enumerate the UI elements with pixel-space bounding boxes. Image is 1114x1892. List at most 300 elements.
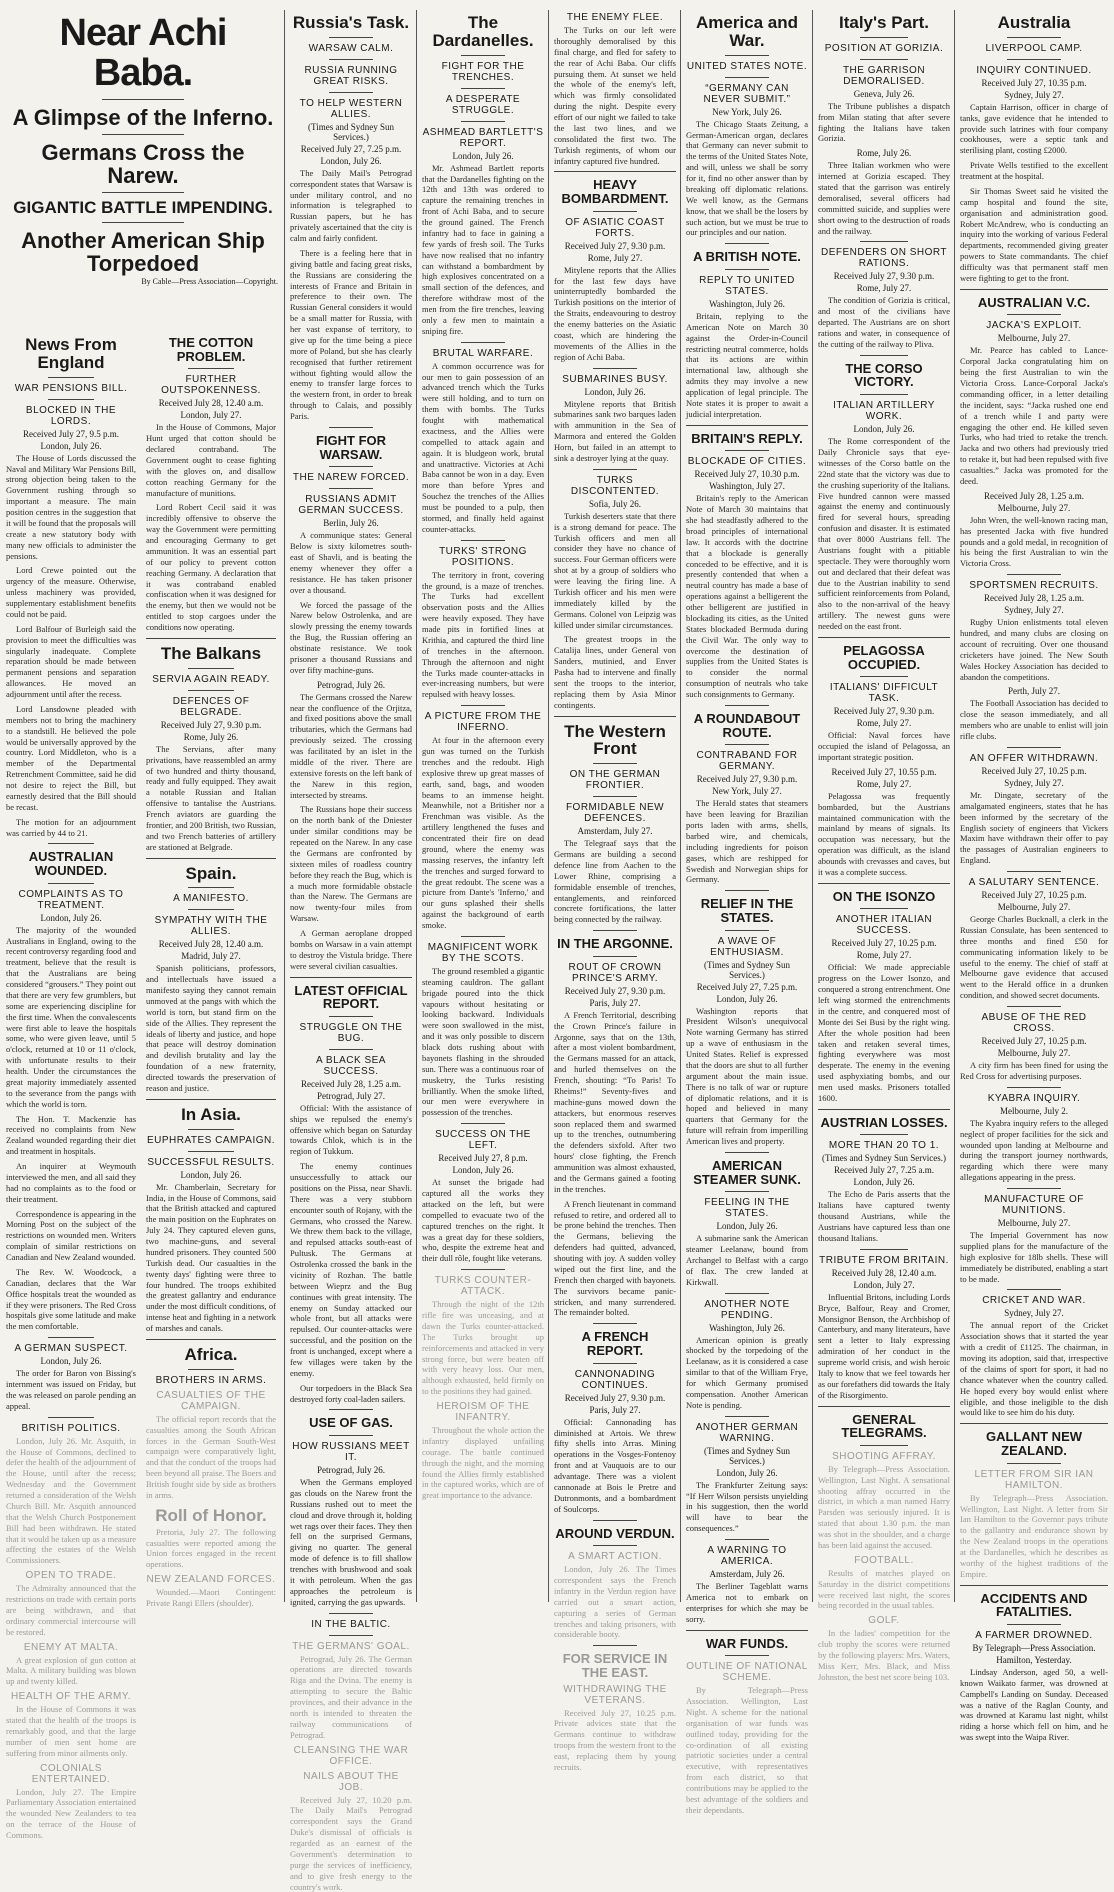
subheading: UNITED STATES NOTE. <box>686 60 808 72</box>
divider <box>329 1016 373 1017</box>
divider <box>461 1123 505 1124</box>
dateline: Received July 27, 9.30 p.m. <box>564 1392 666 1403</box>
subheading: A WAVE OF ENTHUSIASM. <box>710 935 784 958</box>
subheading: RUSSIA RUNNING GREAT RISKS. <box>304 64 398 87</box>
article-paragraph: A city firm has been fined for using the Red Cross for advertising purposes. <box>960 1060 1108 1081</box>
dateline: Received July 27, 9.30 p.m. <box>696 774 798 785</box>
headline: THE COTTON PROBLEM. <box>168 335 254 364</box>
subheading: TRIBUTE FROM BRITAIN. <box>819 1254 949 1266</box>
divider <box>102 99 184 100</box>
headline: AUSTRALIAN WOUNDED. <box>28 849 114 879</box>
dateline: Madrid, July 27. <box>181 951 241 962</box>
subheading: A GERMAN SUSPECT. <box>14 1343 128 1355</box>
column-3 <box>146 330 276 1608</box>
dateline: Received July 27, 9.30 p.m. <box>564 985 666 996</box>
dateline: Rome, July 26. <box>183 731 239 742</box>
divider <box>860 241 908 242</box>
service-credit: (Times and Sydney Sun Services.) <box>704 959 790 980</box>
column-rule <box>954 10 955 1602</box>
subheading: COMPLAINTS AS TO TREATMENT. <box>18 888 124 911</box>
service-credit: (Times and Sydney Sun Services.) <box>308 121 394 142</box>
headline: Africa. <box>184 1344 238 1364</box>
divider <box>1007 574 1060 575</box>
subheading: NAILS ABOUT THE JOB. <box>303 1770 399 1793</box>
article-paragraph: The Hon. T. Mackenzie has received no complaints from New Zealand wounded regarding their diet and treatment in hospitals. <box>6 1113 136 1157</box>
article-paragraph: Britain, replying to the American Note on March 30 against the Order-in-Council restricting neutral commerce, holds that its actions are within international law, although she admits they may involve a new application of legal principle. The Note states it is proper to await a judicial interpretation. <box>686 310 808 419</box>
divider <box>290 977 412 978</box>
dateline: Received July 27, 7.25 p.m. <box>300 143 402 154</box>
column-rule <box>284 10 285 1602</box>
subheading: REPLY TO UNITED STATES. <box>699 274 795 297</box>
article-paragraph: A communique states: General Below is sixty kilometres south-east of Shavli, and is beating the enemy whenever they offer a resistance. He has taken prisoner over a thousand. <box>290 530 412 595</box>
headline: ACCIDENTS AND FATALITIES. <box>980 1590 1088 1620</box>
article-paragraph: Official: Cannonading has diminished at Artois. We threw fifty shells into Arras. Mining operations in the Vosges-Fontenoy front and at Vauquois are to our advantage. There was a violent cannonade at Bois le Pretre and Dutronmonts, and a bombardment of Soulcorps. <box>554 1416 676 1514</box>
divider <box>146 858 276 859</box>
dateline: Received July 27, 7.25 a.m. <box>834 1165 934 1176</box>
headline: Spain. <box>185 863 237 883</box>
article-paragraph: The Frankfurter Zeitung says: “If Herr Wilson persists unyielding in his suggestion, then the world will have to bear the consequences.” <box>686 1479 808 1534</box>
article-paragraph: The majority of the wounded Australians in England, owing to the recent controversy regarding food and treatment, believe that the result is that the Australians are being considered “grousers.” They point out that there are very few grumblers, but some are experiencing discipline for the first time. When the convalescents were first able to leave the hospitals some, who were given leave, until 5 o'clock, returned at 10 or 11 o'clock, with unfortunate results to their health. Under the circumstances the great majority immediately assented to the severance from the pangs with which the world is torn. <box>6 924 136 1109</box>
subheading: BLOCKADE OF CITIES. <box>687 456 807 468</box>
dateline: Received July 27, 9.30 p.m. <box>564 240 666 251</box>
dateline: Berlin, July 26. <box>323 518 379 529</box>
divider <box>593 763 637 764</box>
subheading: ENEMY AT MALTA. <box>23 1641 119 1653</box>
dateline: London, July 26. <box>853 424 915 435</box>
divider <box>725 1293 769 1294</box>
divider <box>725 890 769 891</box>
subheading: A SALUTARY SENTENCE. <box>968 877 1100 889</box>
divider <box>725 77 769 78</box>
article-paragraph: The Herald states that steamers have been leaving for Brazilian ports laden with arms, shells, barbed wire, and chemicals, including ingredients for poison gases, which are reshipped for Swedish and Norwegian ships for Germany. <box>686 798 808 885</box>
divider <box>593 796 637 797</box>
subheading: ROUT OF CROWN PRINCE'S ARMY. <box>568 961 662 984</box>
article-paragraph: George Charles Bucknall, a clerk in the Russian Consulate, has been sentenced to three months and fined £50 for communicating information likely to be useful to the enemy. The chief of staff at Melbourne gave evidence that accused went to the Herald office in a drunken condition, and showed secret documents. <box>960 914 1108 1001</box>
divider <box>329 59 373 60</box>
divider <box>725 55 769 56</box>
subheading: A MANIFESTO. <box>173 893 249 905</box>
headline: FOR SERVICE IN THE EAST. <box>562 1651 668 1680</box>
subheading: CLEANSING THE WAR OFFICE. <box>293 1744 409 1767</box>
subheading: LETTER FROM SIR IAN HAMILTON. <box>974 1468 1094 1491</box>
divider <box>329 1613 373 1614</box>
dateline: Received July 27, 9.5 p.m. <box>23 428 119 439</box>
article-paragraph: The Rev. W. Woodcock, a Canadian, declares that the War Office hospitals treat the wounded as if they were prisoners. The Red Cross hospitals give some latitude and make the men comfortable. <box>6 1266 136 1332</box>
subheading: SUBMARINES BUSY. <box>562 373 668 385</box>
dateline: London, July 26. <box>40 1356 102 1367</box>
divider <box>188 887 235 888</box>
article-paragraph: Mitylene reports that British submarines sank two barques laden with ammunition in the Sea of Marmora and entered the Golden Horn, but failed in an attempt to sink a destroyer lying at the quay. <box>554 398 676 463</box>
article-paragraph: Pelagossa was frequently bombarded, but the Austrians maintained communication with the mainland by means of signals. Its occupation was necessary, but the operation was difficult, as the island abounds with crevasses and caves, but it was a complete success. <box>818 790 950 877</box>
dateline: Rome, July 27. <box>587 252 643 263</box>
divider <box>1007 314 1060 315</box>
subheading: BRUTAL WARFARE. <box>432 347 534 359</box>
dateline: Sydney, July 27. <box>1004 605 1064 616</box>
dateline: Received July 27, 8 p.m. <box>438 1153 528 1164</box>
subheading: FORMIDABLE NEW DEFENCES. <box>565 802 665 825</box>
subheading: INQUIRY CONTINUED. <box>976 64 1092 76</box>
divider <box>188 668 235 669</box>
article-paragraph: Lord Crewe pointed out the urgency of the measure. Otherwise, unless machinery was provided, supplementary establishment benefits could not be paid. <box>6 565 136 619</box>
article-paragraph: Our torpedoers in the Black Sea destroyed forty coal-laden sailers. <box>290 1382 412 1404</box>
dateline: Rome, July 27. <box>856 778 912 789</box>
article-paragraph: The Echo de Paris asserts that the Italians have captured twenty thousand Austrians, while the Austrians have captured less than one thousand Italians. <box>818 1189 950 1243</box>
headline: A ROUNDABOUT ROUTE. <box>693 710 801 740</box>
dateline: London, July 26. <box>716 1467 778 1478</box>
article-paragraph: At four in the afternoon every gun was turned on the Turkish trenches and the redoubt. High explosive threw up great masses of earth, sand, bags, and wooden beams to an immense height. Meanwhile, not a Britisher nor a Frenchman was visible. As the artillery lengthened the fuses and concentrated their fire on dead ground, where the enemy was massing reserves, the infantry left the trenches and surged forward to the great redoubt. The scene was a picture from Dante's 'Inferno,' and our guns splashed their shells against the background of earth smoke. <box>422 735 544 931</box>
divider <box>593 1645 637 1646</box>
dateline: Received July 27, 9.30 p.m. <box>833 271 935 282</box>
divider <box>329 1435 373 1436</box>
article-paragraph: Three Italian workmen who were interned at Gorizia escaped. They stated that the garrison was entirely demoralised, several officers had committed suicide, and supplies were short owing to the destruction of roads and the railway. <box>818 160 950 236</box>
article-paragraph: Lord Robert Cecil said it was incredibly offensive to observe the way the Government were permitting and encouraging Germany to get ammunition. It was an essential part of our policy to prevent cotton reaching Germany. A declaration that it was contraband enabled confiscation when it was designed for the enemy, but then we would not be entitled to stop cargoes under the conditions now operating. <box>146 502 276 633</box>
subheading: TURKS DISCONTENTED. <box>570 474 660 497</box>
headline: Germans Cross the Narew. <box>41 139 245 188</box>
column-rule <box>680 10 681 1602</box>
article-paragraph: By Telegraph—Press Association. Wellington, Last Night. A letter from Sir Ian Hamilton to the Governor pays tribute to the gallantry and endurance shown by the New Zealand troops in the operations at the Dardanelles, which he describes as worthy of the highest traditions of the Empire. <box>960 1492 1108 1579</box>
subheading: OPEN TO TRADE. <box>25 1570 117 1582</box>
article-paragraph: Received July 27, 10.25 p.m. Private advices state that the Germans continue to withdraw troops from the western front to the east, replacing them by young recruits. <box>554 1707 676 1772</box>
article-paragraph: The Football Association has decided to close the season immediately, and all members who are unable to enlist will join rifle clubs. <box>960 698 1108 742</box>
divider <box>102 192 184 193</box>
divider <box>329 427 373 428</box>
article-paragraph: A common occurrence was for our men to gain possession of an advanced trench which the Turks were still holding, and to turn on them with bombs. The Turks fought with mathematical exactness, and the Allies were compelled to attack again and again. It is bludgeon work, brutal and unattractive. Victories at Achi Baba cannot be won in a day. Even more than before Ypres and Souchez the trenches of the Allies must be pounded to a pulp, then stormed, and finally held against counter-attacks. <box>422 360 544 534</box>
dateline: Sydney, July 27. <box>1004 1308 1064 1319</box>
dateline: Melbourne, July 27. <box>997 902 1071 913</box>
dateline: London, July 26. <box>716 993 778 1004</box>
article-paragraph: Lord Lansdowne pleaded with members not to bring the machinery to a standstill. He believed the pole would be universally approved by the country. Lord Middleton, who is a member of the Departmental Retrenchment Committee, said he did not desire to reject the Bill, but earnestly desired that the Bill should be recast. <box>6 703 136 812</box>
subheading: OF ASIATIC COAST FORTS. <box>565 216 665 239</box>
subheading: OUTLINE OF NATIONAL SCHEME. <box>686 1661 808 1684</box>
divider <box>102 222 184 223</box>
dateline: London, July 26. <box>853 1177 915 1188</box>
dateline: Amsterdam, July 27. <box>577 826 653 837</box>
divider <box>48 883 95 884</box>
headline: Another American Ship Torpedoed <box>21 227 265 276</box>
article-paragraph: The order for Baron von Bissing's internment was issued on Friday, but the was released on parole pending an appeal. <box>6 1368 136 1411</box>
divider <box>461 121 505 122</box>
dateline: Melbourne, July 27. <box>997 502 1071 513</box>
dateline: Melbourne, July 27. <box>997 1048 1071 1059</box>
dateline: Received July 27, 10.25 p.m. <box>981 890 1087 901</box>
divider <box>860 37 908 38</box>
headline: Roll of Honor. <box>155 1505 267 1525</box>
divider <box>725 243 769 244</box>
divider <box>329 488 373 489</box>
divider <box>818 637 950 638</box>
divider <box>593 211 637 212</box>
divider <box>860 908 908 909</box>
dateline: London, July 26. <box>584 386 646 397</box>
headline: USE OF GAS. <box>309 1415 393 1431</box>
dateline: Melbourne, July 2. <box>1000 1105 1068 1116</box>
divider <box>1007 1289 1060 1290</box>
article-paragraph: When the Germans employed gas clouds on the Narew front the Russians rushed out to meet the cloud and drove through it, holding wet rags over their faces. They then fell on the surprised Germans, giving no quarter. The general mode of defence is to fill shallow trenches with brushwood and soak it with petroleum. When the gas approaches the petroleum is ignited, carrying the gas upwards. <box>290 1477 412 1607</box>
article-paragraph: Lord Balfour of Burleigh said the provision to meet the difficulties was singularly inadequate. Complete reparation should be made between permanent pensions and separation allowances. He moved an adjournment until after the recess. <box>6 623 136 700</box>
divider <box>860 355 908 356</box>
divider <box>686 425 808 426</box>
divider <box>960 1585 1108 1586</box>
column-rule <box>548 10 549 1602</box>
subheading: A PICTURE FROM THE INFERNO. <box>424 711 542 734</box>
divider <box>818 1406 950 1407</box>
dateline: Received July 27, 10.25 p.m. <box>981 765 1087 776</box>
headline: FIGHT FOR WARSAW. <box>315 432 387 462</box>
subheading: FOOTBALL. <box>854 1554 914 1566</box>
dateline: Received July 27, 10.25 p.m. <box>981 1036 1087 1047</box>
subheading: ASHMEAD BARTLETT'S REPORT. <box>422 126 544 149</box>
article-paragraph: In the House of Commons it was stated that the health of the troops is remarkably good, and that the large number of men sent home are suffering from minor ailments only. <box>6 1704 136 1758</box>
headline: GIGANTIC BATTLE IMPENDING. <box>13 198 273 218</box>
article-paragraph: The Servians, after many privations, have reassembled an army of two hundred and thirty thousand, ready and fully equipped. They await a notable Russian and Italian offensive to tantalise the Austrians. French aviators are guarding the frontier, and 200 British, two Russian, and two French batteries of artillery are stationed at Belgrade. <box>146 743 276 852</box>
headline: ON THE ISONZO <box>832 888 936 904</box>
article-paragraph: Lindsay Anderson, aged 50, a well-known Waikato farmer, was drowned at Campbell's Landing on Sunday. Deceased was a native of the Raglan County, and was drowned at Karamu last night, whilst riding a horse which fell on him, and he was swept into the Waipa River. <box>960 1666 1108 1743</box>
subheading: SUCCESS ON THE LEFT. <box>435 1129 531 1152</box>
column-2 <box>6 330 136 1841</box>
dateline: Petrograd, July 27. <box>317 1090 385 1101</box>
article-paragraph: The Admiralty announced that the restrictions on trade with certain ports are being withdrawn, and that ordinary commercial intercourse will be restored. <box>6 1583 136 1637</box>
column-7 <box>686 8 808 1815</box>
article-paragraph: An inquirer at Weymouth interviewed the men, and all said they had no complaints as to the food or their treatment. <box>6 1161 136 1204</box>
dateline: London, July 26. <box>40 440 102 451</box>
subheading: A SMART ACTION. <box>568 1551 662 1563</box>
dateline: Sydney, July 27. <box>1004 89 1064 100</box>
article-paragraph: The Kyabra inquiry refers to the alleged neglect of proper facilities for the sick and wounded upon landing at Melbourne and during the transport journey northwards, regarding which there were many allegations appearing in the press. <box>960 1117 1108 1183</box>
subheading: ANOTHER ITALIAN SUCCESS. <box>835 914 933 937</box>
divider <box>686 1630 808 1631</box>
divider <box>593 469 637 470</box>
article-paragraph: By Telegraph—Press Association. Wellington, Last Night. A scheme for the national organisation of war funds was outlined today, providing for the co-ordination of all existing patriotic societies under a central executive, with representatives from each district, so that contributions may be applied to the best advantage of the soldiers and their dependants. <box>686 1685 808 1815</box>
dateline: Rome, July 26. <box>856 148 912 159</box>
dateline: London, July 26. <box>452 150 514 161</box>
column-rule <box>812 10 813 1602</box>
dateline: Sydney, July 27. <box>1004 777 1064 788</box>
dateline: Received July 27, 9.30 p.m. <box>160 719 262 730</box>
article-paragraph: The enemy continues unsuccessfully to attack our positions on the Pissa, near Shavli. There was a very stubborn encounter south of Rojany, with the Germans, who crossed the Narew. We threw them back to the village, and repulsed attacks south-east of Pultusk. The Germans at Ostrolenka crossed the bank in the vicinity of Rozhan. The battle between Wieprz and the Bug continues with great intensity. The enemy on Sunday attacked our whole front, but all attacks were repulsed. Our counter-attacks were successful, and the position on the front is unchanged, except where a few villages were taken by the enemy. <box>290 1161 412 1378</box>
divider <box>1007 1006 1060 1007</box>
article-paragraph: A French Territorial, describing the Crown Prince's failure in Argonne, says that on the 13th, after a most violent bombardment, the Germans massed for an attack, and hurled themselves on the French, shouting: “To Paris! To Rheims!” Seventy-fives and machine-guns mowed down the attackers, but enormous reserves soon replaced them and swarmed up to the trenches, outnumbering the defenders sixfold. After two hours' close fighting, the French ammunition was almost exhausted, and the Germans gained a footing in the trenches. <box>554 1009 676 1194</box>
article-paragraph: Private Wells testified to the excellent treatment at the hospital. <box>960 160 1108 182</box>
subheading: THE ENEMY FLEE. <box>566 12 664 23</box>
divider <box>48 1337 95 1338</box>
dateline: Hamilton, Yesterday. <box>996 1654 1072 1665</box>
divider <box>593 956 637 957</box>
divider <box>593 368 637 369</box>
subheading: ITALIANS' DIFFICULT TASK. <box>829 682 939 705</box>
article-paragraph: By Telegraph—Press Association. Wellington, Last Night. A sensational shooting affray occurred in the district, in which a man named Harry Parsden was seriously injured. It is stated that about 1.30 p.m. the man was shot in the shoulder, and a charge has been laid against the accused. <box>818 1463 950 1550</box>
dateline: Paris, July 27. <box>589 1404 641 1415</box>
divider <box>725 1539 769 1540</box>
divider <box>593 1323 637 1324</box>
dateline: Paris, July 27. <box>589 997 641 1008</box>
article-paragraph: The Tribune publishes a dispatch from Milan stating that after severe fighting the Italians have taken Gorizia. <box>818 100 950 144</box>
divider <box>1007 59 1060 60</box>
divider <box>461 342 505 343</box>
subheading: ITALIAN ARTILLERY WORK. <box>833 400 935 423</box>
headline: The Balkans <box>160 643 262 663</box>
divider <box>461 936 505 937</box>
headline: IN THE ARGONNE. <box>557 936 673 952</box>
byline: By Cable—Press Association—Copyright. <box>141 277 278 287</box>
divider <box>461 55 505 56</box>
subheading: SHOOTING AFFRAY. <box>832 1450 936 1462</box>
dateline: Received July 27, 10.55 p.m. <box>831 766 937 777</box>
divider <box>860 394 908 395</box>
column-5 <box>422 8 544 1604</box>
subheading: JACKA'S EXPLOIT. <box>986 320 1082 332</box>
headline: LATEST OFFICIAL REPORT. <box>294 982 408 1012</box>
divider <box>593 930 637 931</box>
dateline: Washington, July 27. <box>709 481 785 492</box>
divider <box>1007 1624 1060 1625</box>
divider <box>860 1249 908 1250</box>
article-paragraph: A great explosion of gun cotton at Malta. A military building was blown up and twenty killed. <box>6 1654 136 1687</box>
divider <box>725 705 769 706</box>
dateline: London, July 26. <box>716 1221 778 1232</box>
divider <box>188 1129 235 1130</box>
article-paragraph: Pretoria, July 27. The following casualties were reported among the Union forces engaged in the recent operations. <box>146 1526 276 1570</box>
subheading: A FARMER DROWNED. <box>975 1629 1093 1641</box>
divider <box>860 1445 908 1446</box>
column-8 <box>818 8 950 1682</box>
subheading: WAR PENSIONS BILL. <box>14 382 128 394</box>
divider <box>725 450 769 451</box>
article-paragraph: London, July 27. The Empire Parliamentary Association entertained the wounded New Zealanders to tea on the terrace of the House of Commons. <box>6 1786 136 1841</box>
article-paragraph: Mr. Chamberlain, Secretary for India, in the House of Commons, said that the British attacked and captured the main position on the Euphrates on July 24. They captured eleven guns, two machine-guns, and several hundred prisoners. They counted 500 Turkish dead. Our casualties in the twenty days' fighting were three to four hundred. The troops exhibited the greatest gallantry and endurance under the most difficult conditions, of intense heat and fighting in a network of marshes and canals. <box>146 1181 276 1334</box>
divider <box>860 676 908 677</box>
headline: In Asia. <box>181 1104 241 1124</box>
divider <box>146 1099 276 1100</box>
divider <box>329 466 373 467</box>
subheading: KYABRA INQUIRY. <box>987 1092 1081 1104</box>
headline: AMERICAN STEAMER SUNK. <box>693 1157 801 1187</box>
article-paragraph: The motion for an adjournment was carried by 44 to 21. <box>6 816 136 838</box>
subheading: BRITISH POLITICS. <box>21 1422 121 1434</box>
dateline: Geneva, July 26. <box>853 88 915 99</box>
subheading: MORE THAN 20 TO 1. <box>828 1140 940 1152</box>
dateline: Received July 27, 9.30 p.m. <box>833 706 935 717</box>
article-paragraph: The Germans crossed the Narew near the confluence of the Orjitza, and fixed positions above the small tributaries, which the Germans had previously seized. The crossing was facilitated by an islet in the middle of the river. There are extensive forests on the left bank of the Narew in this region, intersected by streams. <box>290 691 412 800</box>
service-credit: (Times and Sydney Sun Services.) <box>704 1445 790 1466</box>
article-paragraph: The Telegraaf says that the Germans are building a second defence line from Aachen to the Lower Rhine, comprising a formidable ensemble of trenches, entanglements, and reinforced concrete fortifications, the latter being connected by the railway. <box>554 838 676 925</box>
headline: News From England <box>25 335 117 372</box>
article-paragraph: Spanish politicians, professors, and intellectuals have issued a manifesto saying they cannot remain unmoved at the pangs with which the world is torn, but stand firm on the side of the Allies. They represent the ideals of liberty and justice, and hope that peace will destroy domination and devilish brutality and lay the foundation of a new fraternity, directed towards the preservation of reason and justice. <box>146 963 276 1093</box>
subheading: SYMPATHY WITH THE ALLIES. <box>154 915 268 938</box>
divider <box>725 1416 769 1417</box>
headline: Australia <box>997 13 1071 32</box>
divider <box>188 368 235 369</box>
dateline: London, July 27. <box>180 410 242 421</box>
dateline: Rome, July 27. <box>856 950 912 961</box>
subheading: TO HELP WESTERN ALLIES. <box>299 97 403 120</box>
divider <box>329 1635 373 1636</box>
dateline: London, July 26. <box>40 912 102 923</box>
subheading: THE NAREW FORCED. <box>292 472 410 484</box>
dateline: London, July 26. <box>320 155 382 166</box>
divider <box>725 744 769 745</box>
headline: THE CORSO VICTORY. <box>845 360 923 390</box>
subheading: HEALTH OF THE ARMY. <box>10 1691 132 1703</box>
dateline: Washington, July 26. <box>709 1322 785 1333</box>
article-paragraph: Captain Harrison, officer in charge of tanks, gave evidence that he intended to provide such latrines with four company cookhouses, were a septic tank and sterilising plant, costing £2000. <box>960 101 1108 156</box>
divider <box>48 1417 95 1418</box>
subheading: CONTRABAND FOR GERMANY. <box>696 750 798 773</box>
divider <box>960 1423 1108 1424</box>
divider <box>48 399 95 400</box>
divider <box>1007 747 1060 748</box>
article-paragraph: The territory in front, covering the ground, is a maze of trenches. The Turks had excellent observation posts and the Allies were heavily exposed. They have made pits in fortified lines at Krithia, and captured the third line of trenches in the afternoon. Through the afternoon and night the Turks made counter-attacks in ever-increasing numbers, but were repulsed with heavy losses. <box>422 569 544 700</box>
column-4 <box>290 8 412 1892</box>
headline: Near Achi Baba. <box>59 12 227 94</box>
divider <box>1007 1463 1060 1464</box>
subheading: BROTHERS IN ARMS. <box>155 1374 267 1386</box>
divider <box>960 289 1108 290</box>
divider <box>725 1152 769 1153</box>
subheading: IN THE BALTIC. <box>311 1618 391 1630</box>
subheading: FIGHT FOR THE TRENCHES. <box>441 60 525 83</box>
divider <box>1007 1087 1060 1088</box>
headline: AROUND VERDUN. <box>555 1525 675 1541</box>
subheading: DEFENDERS ON SHORT RATIONS. <box>820 247 948 270</box>
article-paragraph: The greatest troops in the Catalija lines, under General von Sanders, mutinied, and Enver Pasha had to intervene and finally sent the troops to the interior, replacing them by Asia Minor contingents. <box>554 634 676 710</box>
divider <box>329 1049 373 1050</box>
dateline: Petrograd, July 26. <box>317 679 385 690</box>
article-paragraph: Turkish deserters state that there is a strong demand for peace. The Turkish officers and men all consider they have no chance of success. Four German officers were shot at by a group of soldiers who were leaving the firing line. A Turkish officer and his men were immediately killed by the Germans. Colonel von Leipzig was killed under similar circumstances. <box>554 510 676 630</box>
service-credit: (Times and Sydney Sun Services.) <box>822 1153 946 1164</box>
divider <box>188 690 235 691</box>
article-paragraph: In the House of Commons, Major Hunt urged that cotton should be declared contraband. The Government ought to cease fighting with the gloves on, and disallow cotton reaching Germany for the manufacture of munitions. <box>146 422 276 498</box>
dateline: Received July 27, 10.35 p.m. <box>981 77 1087 88</box>
divider <box>725 1191 769 1192</box>
article-paragraph: The Turks on our left were thoroughly demoralised by this final charge, and fled for safety to the rear of Achi Baba. Our cliffs pursuing them. At sunset we held the whole of the enemy's left, which was firmly consolidated during the night. Despite every effort of our night we failed to take the last two lines, and we consolidated the first two. The Turkish regiments, of whom our infantry captured five hundred. <box>554 25 676 166</box>
subheading: THE GERMANS' GOAL. <box>292 1640 410 1652</box>
subheading: A BLACK SEA SUCCESS. <box>316 1054 386 1077</box>
article-paragraph: Rugby Union enlistments total eleven hundred, and many clubs are closing on account of recruiting. Over one thousand cricketers have joined. The New South Wales Hockey Association has decided to abandon the competitions. <box>960 617 1108 682</box>
divider <box>146 638 276 639</box>
headline: A FRENCH REPORT. <box>581 1329 649 1358</box>
headline: GALLANT NEW ZEALAND. <box>985 1429 1083 1458</box>
dateline: Rome, July 27. <box>856 283 912 294</box>
article-paragraph: London, July 26. Mr. Asquith, in the House of Commons, declined to defer the health of the adjournment of the House, until after the recess; Wednesday and the Government returned a consideration of the Welsh Church Bill. Mr. Asquith announced that the Welsh Church Postponement Bill had been withdrawn. He stated that it would be taken up as a measure affecting the estates of the Welsh Commissioners. <box>6 1435 136 1566</box>
headline: A Glimpse of the Inferno. <box>12 104 274 130</box>
dateline: London, July 26. <box>180 1169 242 1180</box>
article-paragraph: Official: Naval forces have occupied the island of Pelagossa, an important strategic position. <box>818 730 950 762</box>
subheading: ANOTHER NOTE PENDING. <box>704 1298 790 1321</box>
divider <box>48 843 95 844</box>
article-paragraph: The annual report of the Cricket Association shows that it started the year with a credit of £1125. The chairman, in moving its adoption, said that, irrespective of the claims of sport for sport, it had no chance whatever when the country called. He hoped every boy would enlist where eligible, and those ineligible to the dish would like to see him do his duty. <box>960 1320 1108 1418</box>
headline: Russia's Task. <box>292 13 410 32</box>
subheading: CANNONADING CONTINUES. <box>574 1368 656 1391</box>
divider <box>188 1151 235 1152</box>
divider <box>48 377 95 378</box>
headline: RELIEF IN THE STATES. <box>700 896 794 925</box>
divider <box>860 1134 908 1135</box>
divider <box>146 1339 276 1340</box>
dateline: Melbourne, July 27. <box>997 1218 1071 1229</box>
subheading: SPORTSMEN RECRUITS. <box>969 580 1099 592</box>
article-paragraph: London, July 26. The Times correspondent says the French infantry in the Verdun region have carried out a smart action, capturing a series of German trenches and taking prisoners, with considerable booty. <box>554 1564 676 1640</box>
article-paragraph: A German aeroplane dropped bombs on Warsaw in a vain attempt to destroy the Vistula bridge. There were several civilian casualties. <box>290 928 412 971</box>
subheading: GOLF. <box>868 1615 900 1627</box>
column-9 <box>960 8 1108 1743</box>
article-paragraph: Wounded.—Maori Contingent: Private Rangi Ellers (shoulder). <box>146 1587 276 1608</box>
divider <box>188 1369 235 1370</box>
dateline: London, July 27. <box>853 1279 915 1290</box>
dateline: Rome, July 27. <box>856 718 912 729</box>
headline: BRITAIN'S REPLY. <box>691 430 803 446</box>
headline: AUSTRALIAN V.C. <box>977 294 1091 310</box>
article-paragraph: Results of matches played on Saturday in the district competitions were received last night, the scores being recorded in the usual tables. <box>818 1567 950 1611</box>
